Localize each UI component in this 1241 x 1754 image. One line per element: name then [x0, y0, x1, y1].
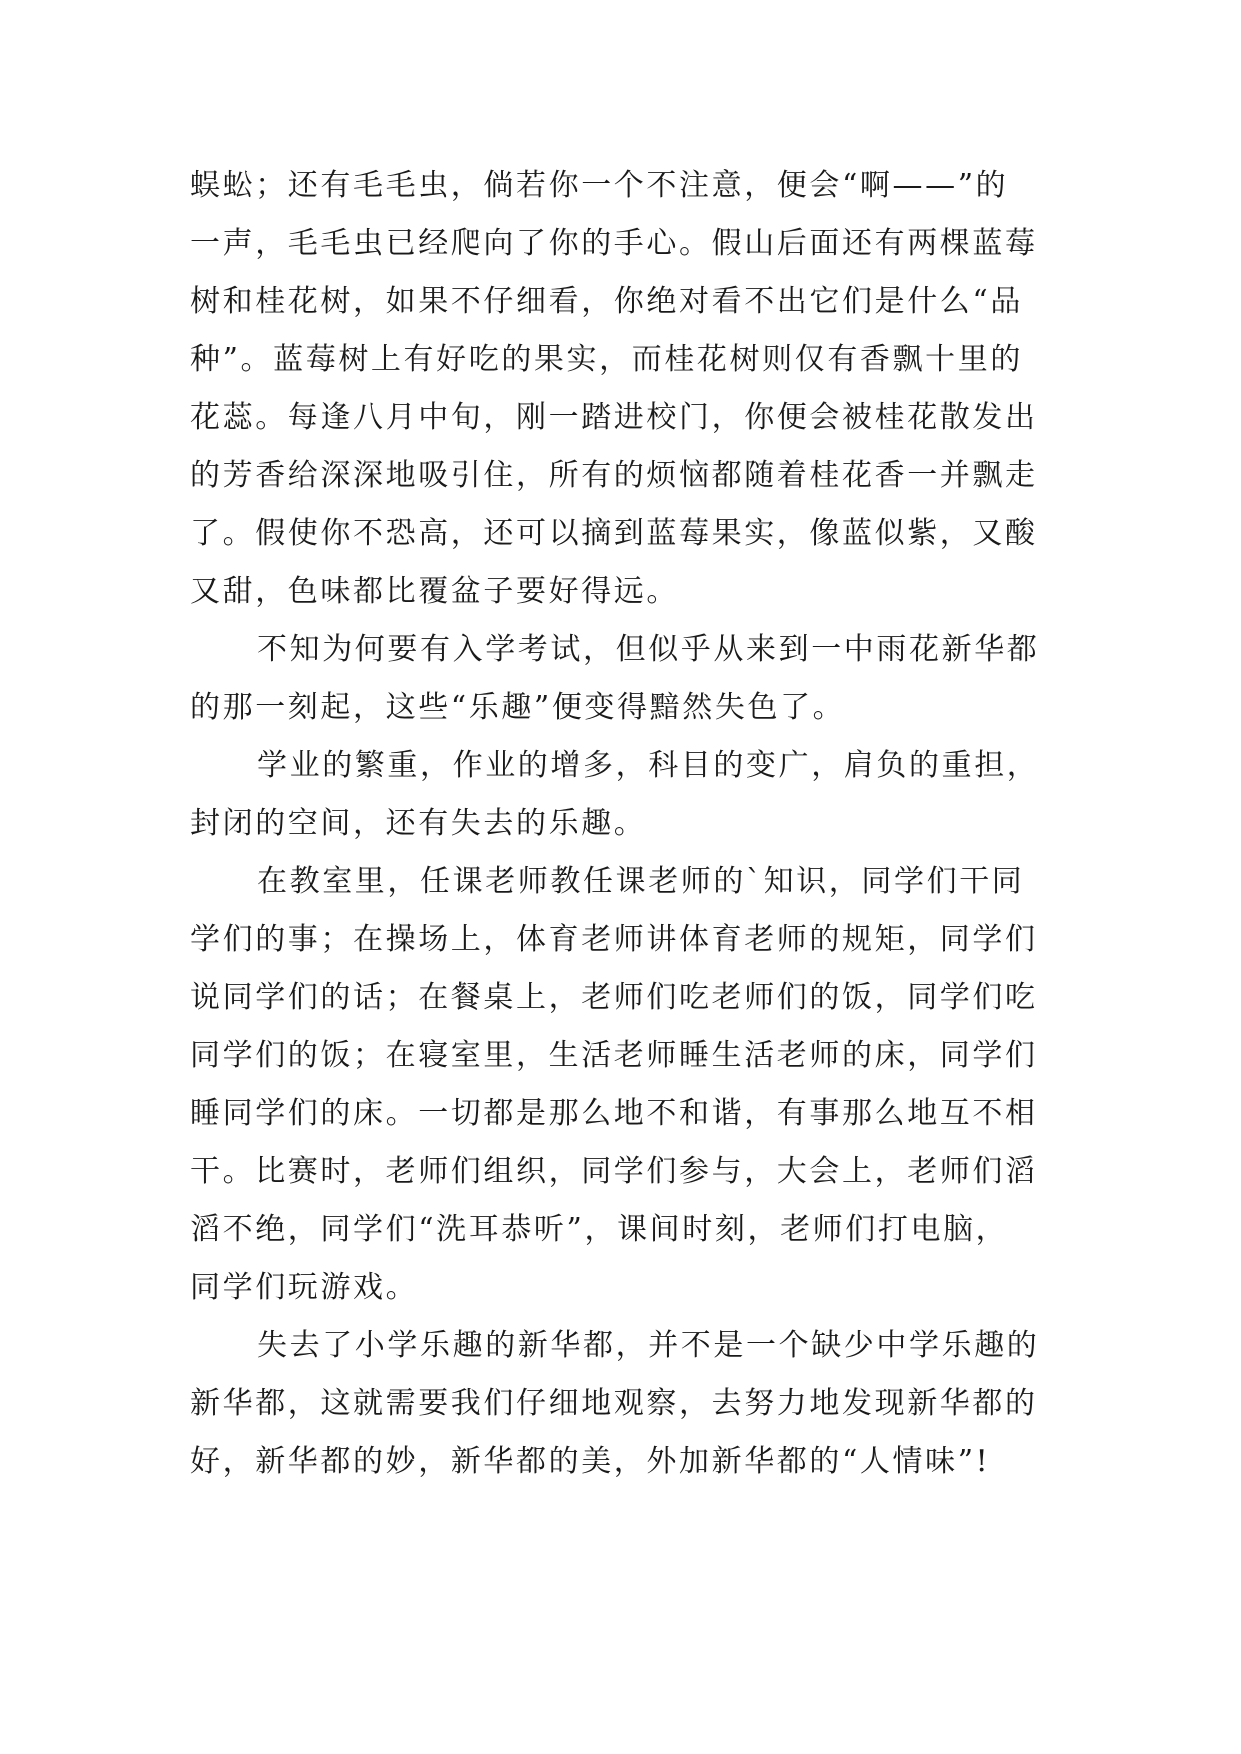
article-body	[190, 157, 1050, 1491]
paragraph-1-line-5: 花蕊。每逢八月中旬，刚一踏进校门，你便会被桂花散发出	[190, 400, 1038, 435]
paragraph-4-line-3: 说同学们的话；在餐桌上，老师们吃老师们的饭，同学们吃	[190, 980, 1038, 1015]
paragraph-4-line-6: 干。比赛时，老师们组织，同学们参与，大会上，老师们滔	[190, 1154, 1038, 1189]
paragraph-1-line-8: 又甜，色味都比覆盆子要好得远。	[190, 574, 679, 609]
paragraph-5-line-1: 失去了小学乐趣的新华都，并不是一个缺少中学乐趣的	[257, 1328, 1040, 1363]
paragraph-4-line-7: 滔不绝，同学们“洗耳恭听”，课间时刻，老师们打电脑，	[190, 1212, 1009, 1247]
paragraph-3-line-2: 封闭的空间，还有失去的乐趣。	[190, 806, 647, 841]
paragraph-4-line-1: 在教室里，任课老师教任课老师的`知识，同学们干同	[257, 864, 1025, 899]
paragraph-1-line-4: 种”。蓝莓树上有好吃的果实，而桂花树则仅有香飘十里的	[190, 342, 1023, 377]
paragraph-5-line-3: 好，新华都的妙，新华都的美，外加新华都的“人情味”!	[190, 1444, 991, 1479]
paragraph-1-line-7: 了。假使你不恐高，还可以摘到蓝莓果实，像蓝似紫，又酸	[190, 516, 1038, 551]
paragraph-4-line-5: 睡同学们的床。一切都是那么地不和谐，有事那么地互不相	[190, 1096, 1038, 1131]
paragraph-4-line-4: 同学们的饭；在寝室里，生活老师睡生活老师的床，同学们	[190, 1038, 1038, 1073]
paragraph-1-line-2: 一声，毛毛虫已经爬向了你的手心。假山后面还有两棵蓝莓	[190, 226, 1038, 261]
paragraph-4-line-8: 同学们玩游戏。	[190, 1270, 419, 1305]
paragraph-4-line-2: 学们的事；在操场上，体育老师讲体育老师的规矩，同学们	[190, 922, 1038, 957]
paragraph-2-line-1: 不知为何要有入学考试，但似乎从来到一中雨花新华都	[257, 632, 1040, 667]
paragraph-1-line-6: 的芳香给深深地吸引住，所有的烦恼都随着桂花香一并飘走	[190, 458, 1038, 493]
paragraph-5-line-2: 新华都，这就需要我们仔细地观察，去努力地发现新华都的	[190, 1386, 1038, 1421]
paragraph-3-line-1: 学业的繁重，作业的增多，科目的变广，肩负的重担，	[257, 748, 1040, 783]
paragraph-1-line-1: 蜈蚣；还有毛毛虫，倘若你一个不注意，便会“啊——”的	[190, 168, 1009, 203]
paragraph-2-line-2: 的那一刻起，这些“乐趣”便变得黯然失色了。	[190, 690, 846, 725]
paragraph-1-line-3: 树和桂花树，如果不仔细看，你绝对看不出它们是什么“品	[190, 284, 1023, 319]
